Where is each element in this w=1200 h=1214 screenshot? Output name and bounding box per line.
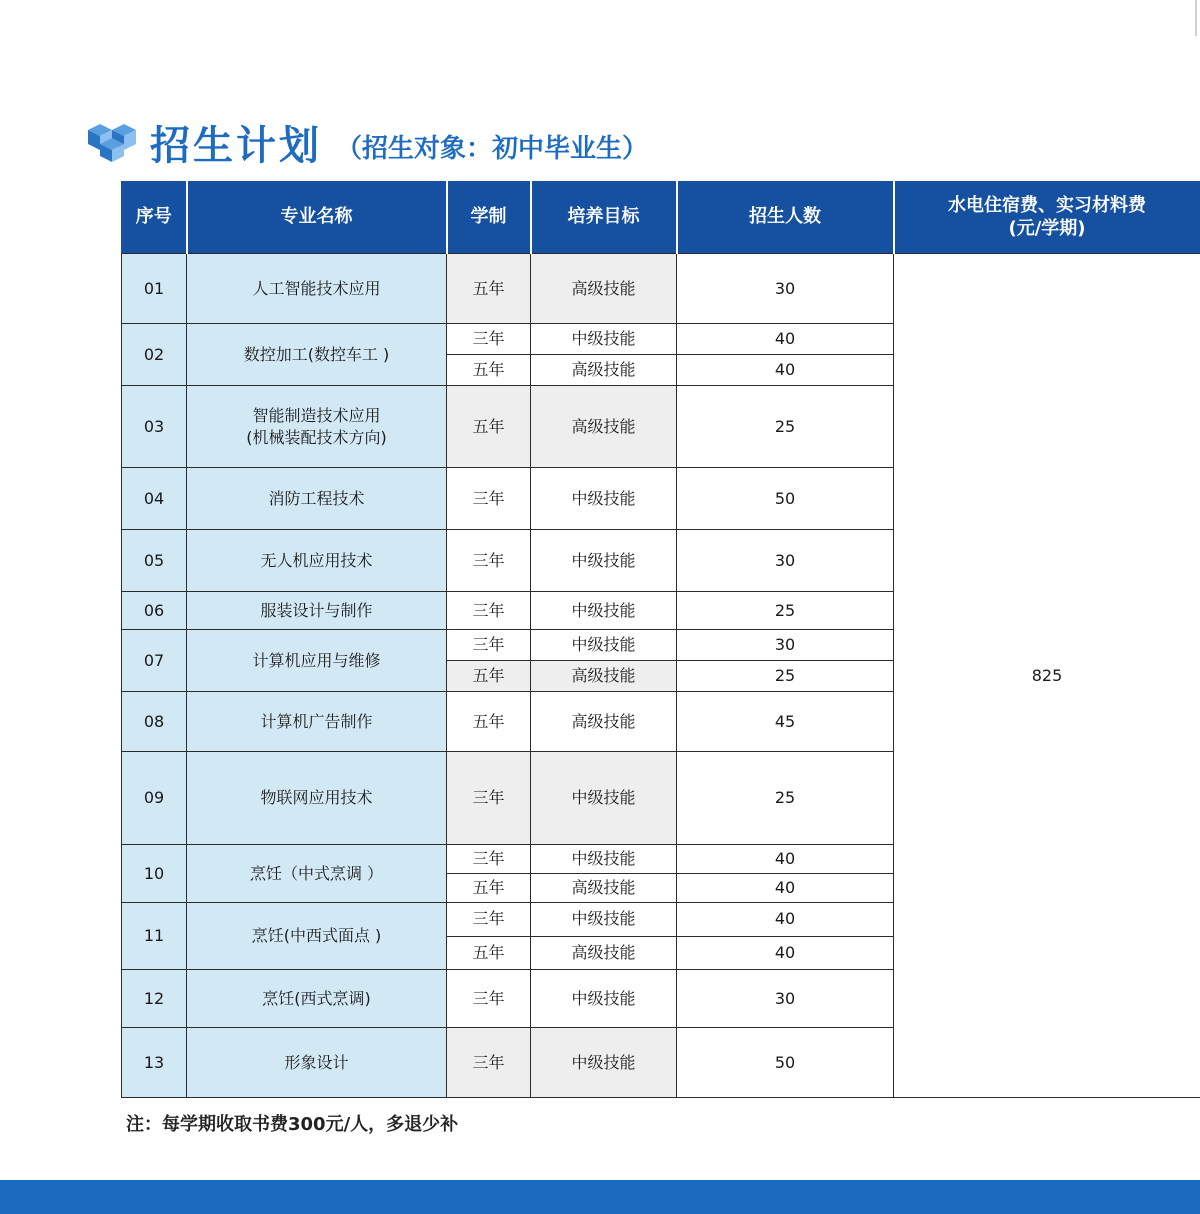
enrollment-count: 40 bbox=[677, 936, 894, 970]
major-name: 无人机应用技术 bbox=[187, 530, 447, 592]
major-name: 烹饪(西式烹调) bbox=[187, 970, 447, 1028]
duration: 三年 bbox=[447, 845, 531, 874]
fee-amount: 825 bbox=[894, 254, 1200, 1098]
page-header bbox=[86, 114, 648, 170]
training-goal: 中级技能 bbox=[531, 970, 677, 1028]
training-goal: 中级技能 bbox=[531, 845, 677, 874]
enrollment-count: 30 bbox=[677, 530, 894, 592]
major-name: 计算机应用与维修 bbox=[187, 630, 447, 692]
training-goal: 高级技能 bbox=[531, 254, 677, 324]
footer-bar bbox=[0, 1180, 1200, 1214]
major-name: 烹饪（中式烹调 ） bbox=[187, 845, 447, 903]
corner-divider bbox=[1195, 0, 1197, 36]
duration: 三年 bbox=[447, 1028, 531, 1098]
training-goal: 中级技能 bbox=[531, 324, 677, 355]
table-row bbox=[122, 254, 1200, 324]
enrollment-count: 30 bbox=[677, 254, 894, 324]
row-index: 04 bbox=[122, 468, 187, 530]
training-goal: 中级技能 bbox=[531, 903, 677, 937]
duration: 三年 bbox=[447, 324, 531, 355]
major-name: 人工智能技术应用 bbox=[187, 254, 447, 324]
enrollment-count: 40 bbox=[677, 903, 894, 937]
duration: 五年 bbox=[447, 386, 531, 468]
training-goal: 中级技能 bbox=[531, 468, 677, 530]
row-index: 10 bbox=[122, 845, 187, 903]
page-subtitle: （招生对象：初中毕业生） bbox=[336, 133, 649, 164]
training-goal: 中级技能 bbox=[531, 1028, 677, 1098]
duration: 三年 bbox=[447, 468, 531, 530]
enrollment-count: 40 bbox=[677, 324, 894, 355]
training-goal: 高级技能 bbox=[531, 661, 677, 692]
enrollment-count: 45 bbox=[677, 692, 894, 752]
enrollment-count: 25 bbox=[677, 386, 894, 468]
enrollment-count: 40 bbox=[677, 874, 894, 903]
duration: 三年 bbox=[447, 752, 531, 845]
duration: 五年 bbox=[447, 692, 531, 752]
header-fees: 水电住宿费、实习材料费 (元/学期) bbox=[894, 181, 1200, 254]
duration: 三年 bbox=[447, 903, 531, 937]
major-name: 服装设计与制作 bbox=[187, 592, 447, 630]
major-name: 计算机广告制作 bbox=[187, 692, 447, 752]
row-index: 13 bbox=[122, 1028, 187, 1098]
enrollment-plan-table bbox=[121, 181, 1200, 1098]
enrollment-count: 30 bbox=[677, 970, 894, 1028]
row-index: 11 bbox=[122, 903, 187, 970]
enrollment-count: 25 bbox=[677, 661, 894, 692]
row-index: 01 bbox=[122, 254, 187, 324]
page-title: 招生计划 bbox=[150, 122, 322, 169]
training-goal: 中级技能 bbox=[531, 592, 677, 630]
header-index: 序号 bbox=[122, 181, 187, 254]
training-goal: 高级技能 bbox=[531, 936, 677, 970]
enrollment-count: 50 bbox=[677, 1028, 894, 1098]
major-name: 烹饪(中西式面点 ) bbox=[187, 903, 447, 970]
enrollment-count: 50 bbox=[677, 468, 894, 530]
row-index: 06 bbox=[122, 592, 187, 630]
cube-logo-icon bbox=[86, 120, 138, 164]
duration: 五年 bbox=[447, 936, 531, 970]
enrollment-count: 30 bbox=[677, 630, 894, 661]
duration: 五年 bbox=[447, 355, 531, 386]
duration: 三年 bbox=[447, 970, 531, 1028]
row-index: 08 bbox=[122, 692, 187, 752]
duration: 三年 bbox=[447, 530, 531, 592]
major-name: 形象设计 bbox=[187, 1028, 447, 1098]
footnote: 注：每学期收取书费300元/人，多退少补 bbox=[126, 1114, 459, 1135]
table-header-row bbox=[122, 181, 1200, 254]
duration: 三年 bbox=[447, 630, 531, 661]
training-goal: 中级技能 bbox=[531, 752, 677, 845]
header-major-name: 专业名称 bbox=[187, 181, 447, 254]
row-index: 05 bbox=[122, 530, 187, 592]
major-name: 智能制造技术应用 (机械装配技术方向) bbox=[187, 386, 447, 468]
enrollment-count: 40 bbox=[677, 845, 894, 874]
training-goal: 中级技能 bbox=[531, 530, 677, 592]
enrollment-count: 40 bbox=[677, 355, 894, 386]
row-index: 02 bbox=[122, 324, 187, 386]
header-duration: 学制 bbox=[447, 181, 531, 254]
header-training-goal: 培养目标 bbox=[531, 181, 677, 254]
row-index: 12 bbox=[122, 970, 187, 1028]
enrollment-count: 25 bbox=[677, 752, 894, 845]
duration: 五年 bbox=[447, 661, 531, 692]
enrollment-count: 25 bbox=[677, 592, 894, 630]
duration: 五年 bbox=[447, 254, 531, 324]
row-index: 07 bbox=[122, 630, 187, 692]
training-goal: 中级技能 bbox=[531, 630, 677, 661]
row-index: 09 bbox=[122, 752, 187, 845]
duration: 五年 bbox=[447, 874, 531, 903]
major-name: 物联网应用技术 bbox=[187, 752, 447, 845]
duration: 三年 bbox=[447, 592, 531, 630]
row-index: 03 bbox=[122, 386, 187, 468]
major-name: 数控加工(数控车工 ) bbox=[187, 324, 447, 386]
training-goal: 高级技能 bbox=[531, 874, 677, 903]
training-goal: 高级技能 bbox=[531, 692, 677, 752]
header-enrollment-count: 招生人数 bbox=[677, 181, 894, 254]
training-goal: 高级技能 bbox=[531, 386, 677, 468]
major-name: 消防工程技术 bbox=[187, 468, 447, 530]
training-goal: 高级技能 bbox=[531, 355, 677, 386]
